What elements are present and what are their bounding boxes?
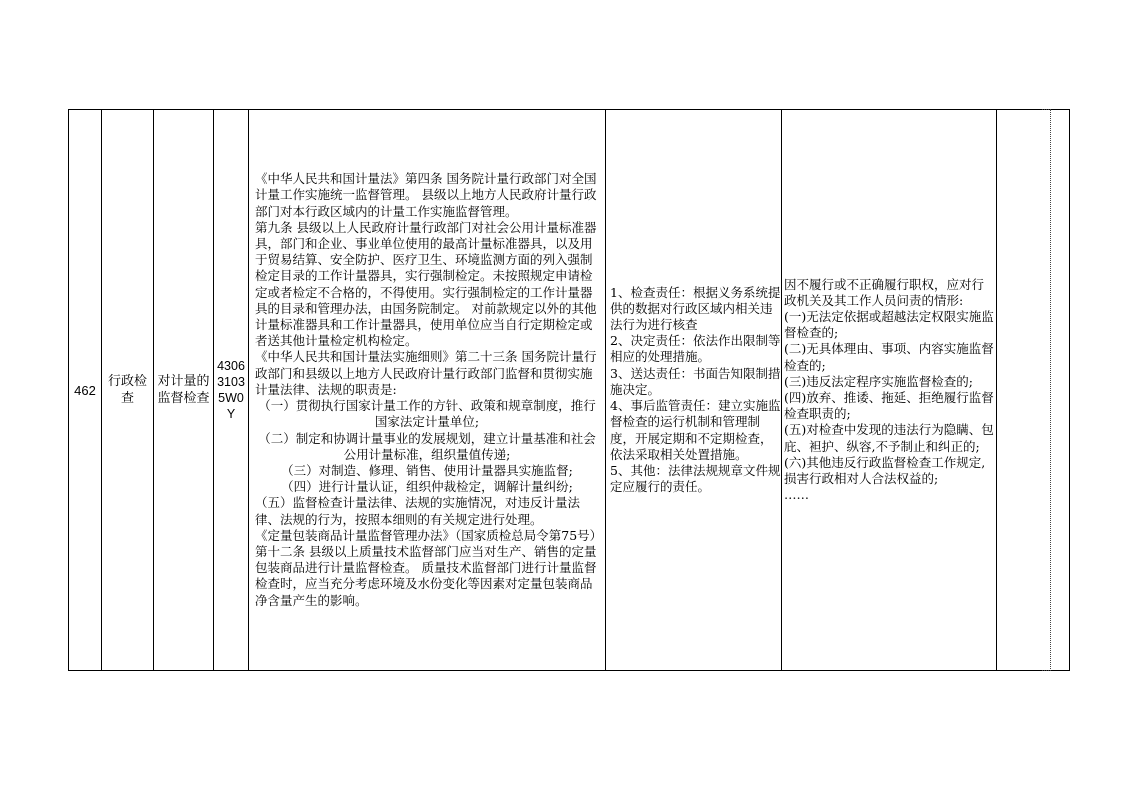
legal-basis-paragraph: （二）制定和协调计量事业的发展规划，建立计量基准和社会公用计量标准，组织量值传递; <box>258 430 596 462</box>
code-cell <box>214 110 249 671</box>
authority-list-table <box>68 109 1070 671</box>
item-name-text: 对计量的监督检查 <box>157 374 210 406</box>
remarks-cell <box>997 110 1070 671</box>
accountability-cell <box>782 110 997 671</box>
legal-basis-paragraph: （三）对制造、修理、销售、使用计量器具实施监督; <box>281 462 573 478</box>
responsibility-item: 5、其他：法律法规规章文件规定应履行的责任。 <box>610 462 781 495</box>
table-row <box>69 110 1070 671</box>
accountability-item: (四)放弃、推诿、拖延、拒绝履行监督检查职责的; <box>784 390 994 422</box>
category-text: 行政检查 <box>107 374 147 406</box>
page-border-right <box>1050 109 1051 671</box>
responsibility-list <box>610 285 781 496</box>
accountability-list <box>784 277 994 504</box>
responsibility-item: 1、检查责任：根据义务系统提供的数据对行政区域内相关违法行为进行核查 <box>610 284 781 333</box>
accountability-item: (二)无具体理由、事项、内容实施监督检查的; <box>784 341 994 373</box>
row-number-cell <box>69 110 102 671</box>
accountability-item: (五)对检查中发现的违法行为隐瞒、包庇、袒护、纵容,不予制止和纠正的; <box>784 422 994 454</box>
item-code-text: 43063103 5W0Y <box>217 359 245 421</box>
legal-basis-paragraph: 《中华人民共和国计量法实施细则》第二十三条 国务院计量行政部门和县级以上地方人民政府计量行政部门监督和贯彻实施计量法律、法规的职责是: <box>255 349 597 397</box>
legal-basis-list <box>255 171 599 608</box>
accountability-item: …… <box>784 487 809 503</box>
responsibility-cell <box>606 110 782 671</box>
accountability-item: (六)其他违反行政监督检查工作规定,损害行政相对人合法权益的; <box>784 454 986 487</box>
row-number: 462 <box>74 382 96 398</box>
category-cell <box>102 110 154 671</box>
legal-basis-paragraph: （一）贯彻执行国家计量工作的方针、政策和规章制度，推行国家法定计量单位; <box>258 398 596 430</box>
responsibility-item: 3、送达责任：书面告知限制措施决定。 <box>610 365 781 397</box>
legal-basis-cell <box>249 110 606 671</box>
page-border-bottom-right <box>1042 670 1051 671</box>
accountability-item: 因不履行或不正确履行职权，应对行政机关及其工作人员问责的情形: <box>784 276 985 308</box>
accountability-item: (一)无法定依据或超越法定权限实施监督检查的; <box>784 308 994 341</box>
legal-basis-paragraph: （五）监督检查计量法律、法规的实施情况，对违反计量法律、法规的行为，按照本细则的有关规定进行处理。 <box>255 495 581 527</box>
item-name-cell <box>154 110 214 671</box>
accountability-item: (三)违反法定程序实施监督检查的; <box>784 373 973 389</box>
responsibility-item: 4、事后监管责任：建立实施监督检查的运行机制和管理制度，开展定期和不定期检查，依法采取相关处置措施。 <box>610 398 781 462</box>
legal-basis-paragraph: 《中华人民共和国计量法》第四条 国务院计量行政部门对全国计量工作实施统一监督管理。 县级以上地方人民政府计量行政部门对本行政区域内的计量工作实施监督管理。 <box>255 171 597 219</box>
legal-basis-paragraph: 第九条 县级以上人民政府计量行政部门对社会公用计量标准器具，部门和企业、事业单位使用的最高计量标准器具，以及用于贸易结算、安全防护、医疗卫生、环境监测方面的列入强制检定目录的工作计量器具，实行强制检定。未按照规定申请检定或者检定不合格的，不得使用。实行强制检定的工作计量器具的目录和管理办法，由国务院制定。 对前款规定以外的其他计量标准器具和工作计量器具，使用单位应当自行定期检定或者送其他计量检定机构检定。 <box>255 219 597 349</box>
legal-basis-paragraph: （四）进行计量认证，组织仲裁检定，调解计量纠纷; <box>281 479 573 495</box>
responsibility-item: 2、决定责任：依法作出限制等相应的处理措施。 <box>610 333 781 365</box>
legal-basis-paragraph: 《定量包装商品计量监督管理办法》（国家质检总局令第75号）第十二条 县级以上质量技术监督部门应当对生产、销售的定量包装商品进行计量监督检查。 质量技术监督部门进行计量监督检查时，应当充分考虑环境及水份变化等因素对定量包装商品净含量产生的影响。 <box>255 527 597 608</box>
